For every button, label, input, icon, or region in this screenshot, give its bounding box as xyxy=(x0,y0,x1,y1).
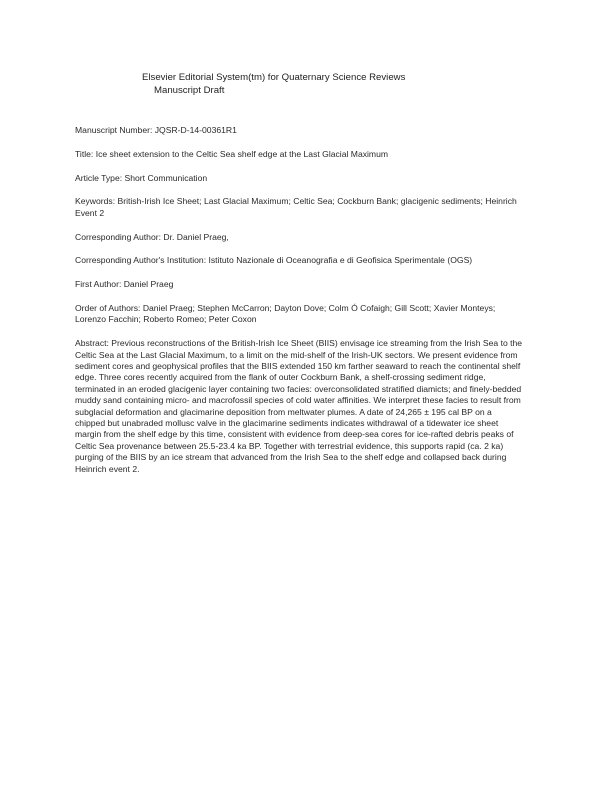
manuscript-draft-label: Manuscript Draft xyxy=(154,84,225,96)
article-type: Article Type: Short Communication xyxy=(75,172,208,183)
corresponding-institution: Corresponding Author's Institution: Istituto Nazionale di Oceanografia e di Geofisica Sperimentale (OGS) xyxy=(75,255,473,266)
order-of-authors: Order of Authors: Daniel Praeg; Stephen McCarron; Dayton Dove; Colm Ó Cofaigh; Gill Scott; Xavier Monteys; Lorenzo Facchin; Roberto Romeo; Peter Coxon xyxy=(75,302,496,325)
keywords: Keywords: British-Irish Ice Sheet; Last Glacial Maximum; Celtic Sea; Cockburn Bank; glacigenic sediments; Heinrich Event 2 xyxy=(75,196,517,218)
document-header xyxy=(142,72,405,97)
article-title: Title: Ice sheet extension to the Celtic Sea shelf edge at the Last Glacial Maximum xyxy=(75,148,389,159)
first-author: First Author: Daniel Praeg xyxy=(75,279,174,290)
abstract: Abstract: Previous reconstructions of the British-Irish Ice Sheet (BIIS) envisage ice streaming from the Irish Sea to the Celtic Sea at the Last Glacial Maximum, to a limit on the mid-shelf of the Irish-UK sectors. We present evidence from sediment cores and geophysical profiles that the BIIS extended 150 km farther seaward to reach the continental shelf edge. Three cores recently acquired from the flank of outer Cockburn Bank, a shelf-crossing sediment ridge, terminated in an eroded glacigenic layer containing two facies: overconsolidated stratified diamicts; and finely-bedded muddy sand containing micro- and macrofossil species of cold water affinities. We interpret these facies to result from subglacial deformation and glacimarine deposition from meltwater plumes. A date of 24,265 ± 195 cal BP on a chipped but unabraded mollusc valve in the glacimarine sediments indicates withdrawal of a tidewater ice sheet margin from the shelf edge by this time, consistent with evidence from deep-sea cores for ice-rafted debris peaks of Celtic Sea provenance between 25.5-23.4 ka BP. Together with terrestrial evidence, this supports rapid (ca. 2 ka) purging of the BIIS by an ice stream that advanced from the Irish Sea to the shelf edge and collapsed back during Heinrich event 2. xyxy=(75,338,523,474)
editorial-system-title: Elsevier Editorial System(tm) for Quaternary Science Reviews xyxy=(142,72,406,83)
corresponding-author: Corresponding Author: Dr. Daniel Praeg, xyxy=(75,231,229,242)
manuscript-number: Manuscript Number: JQSR-D-14-00361R1 xyxy=(75,125,237,135)
manuscript-details xyxy=(75,125,523,487)
